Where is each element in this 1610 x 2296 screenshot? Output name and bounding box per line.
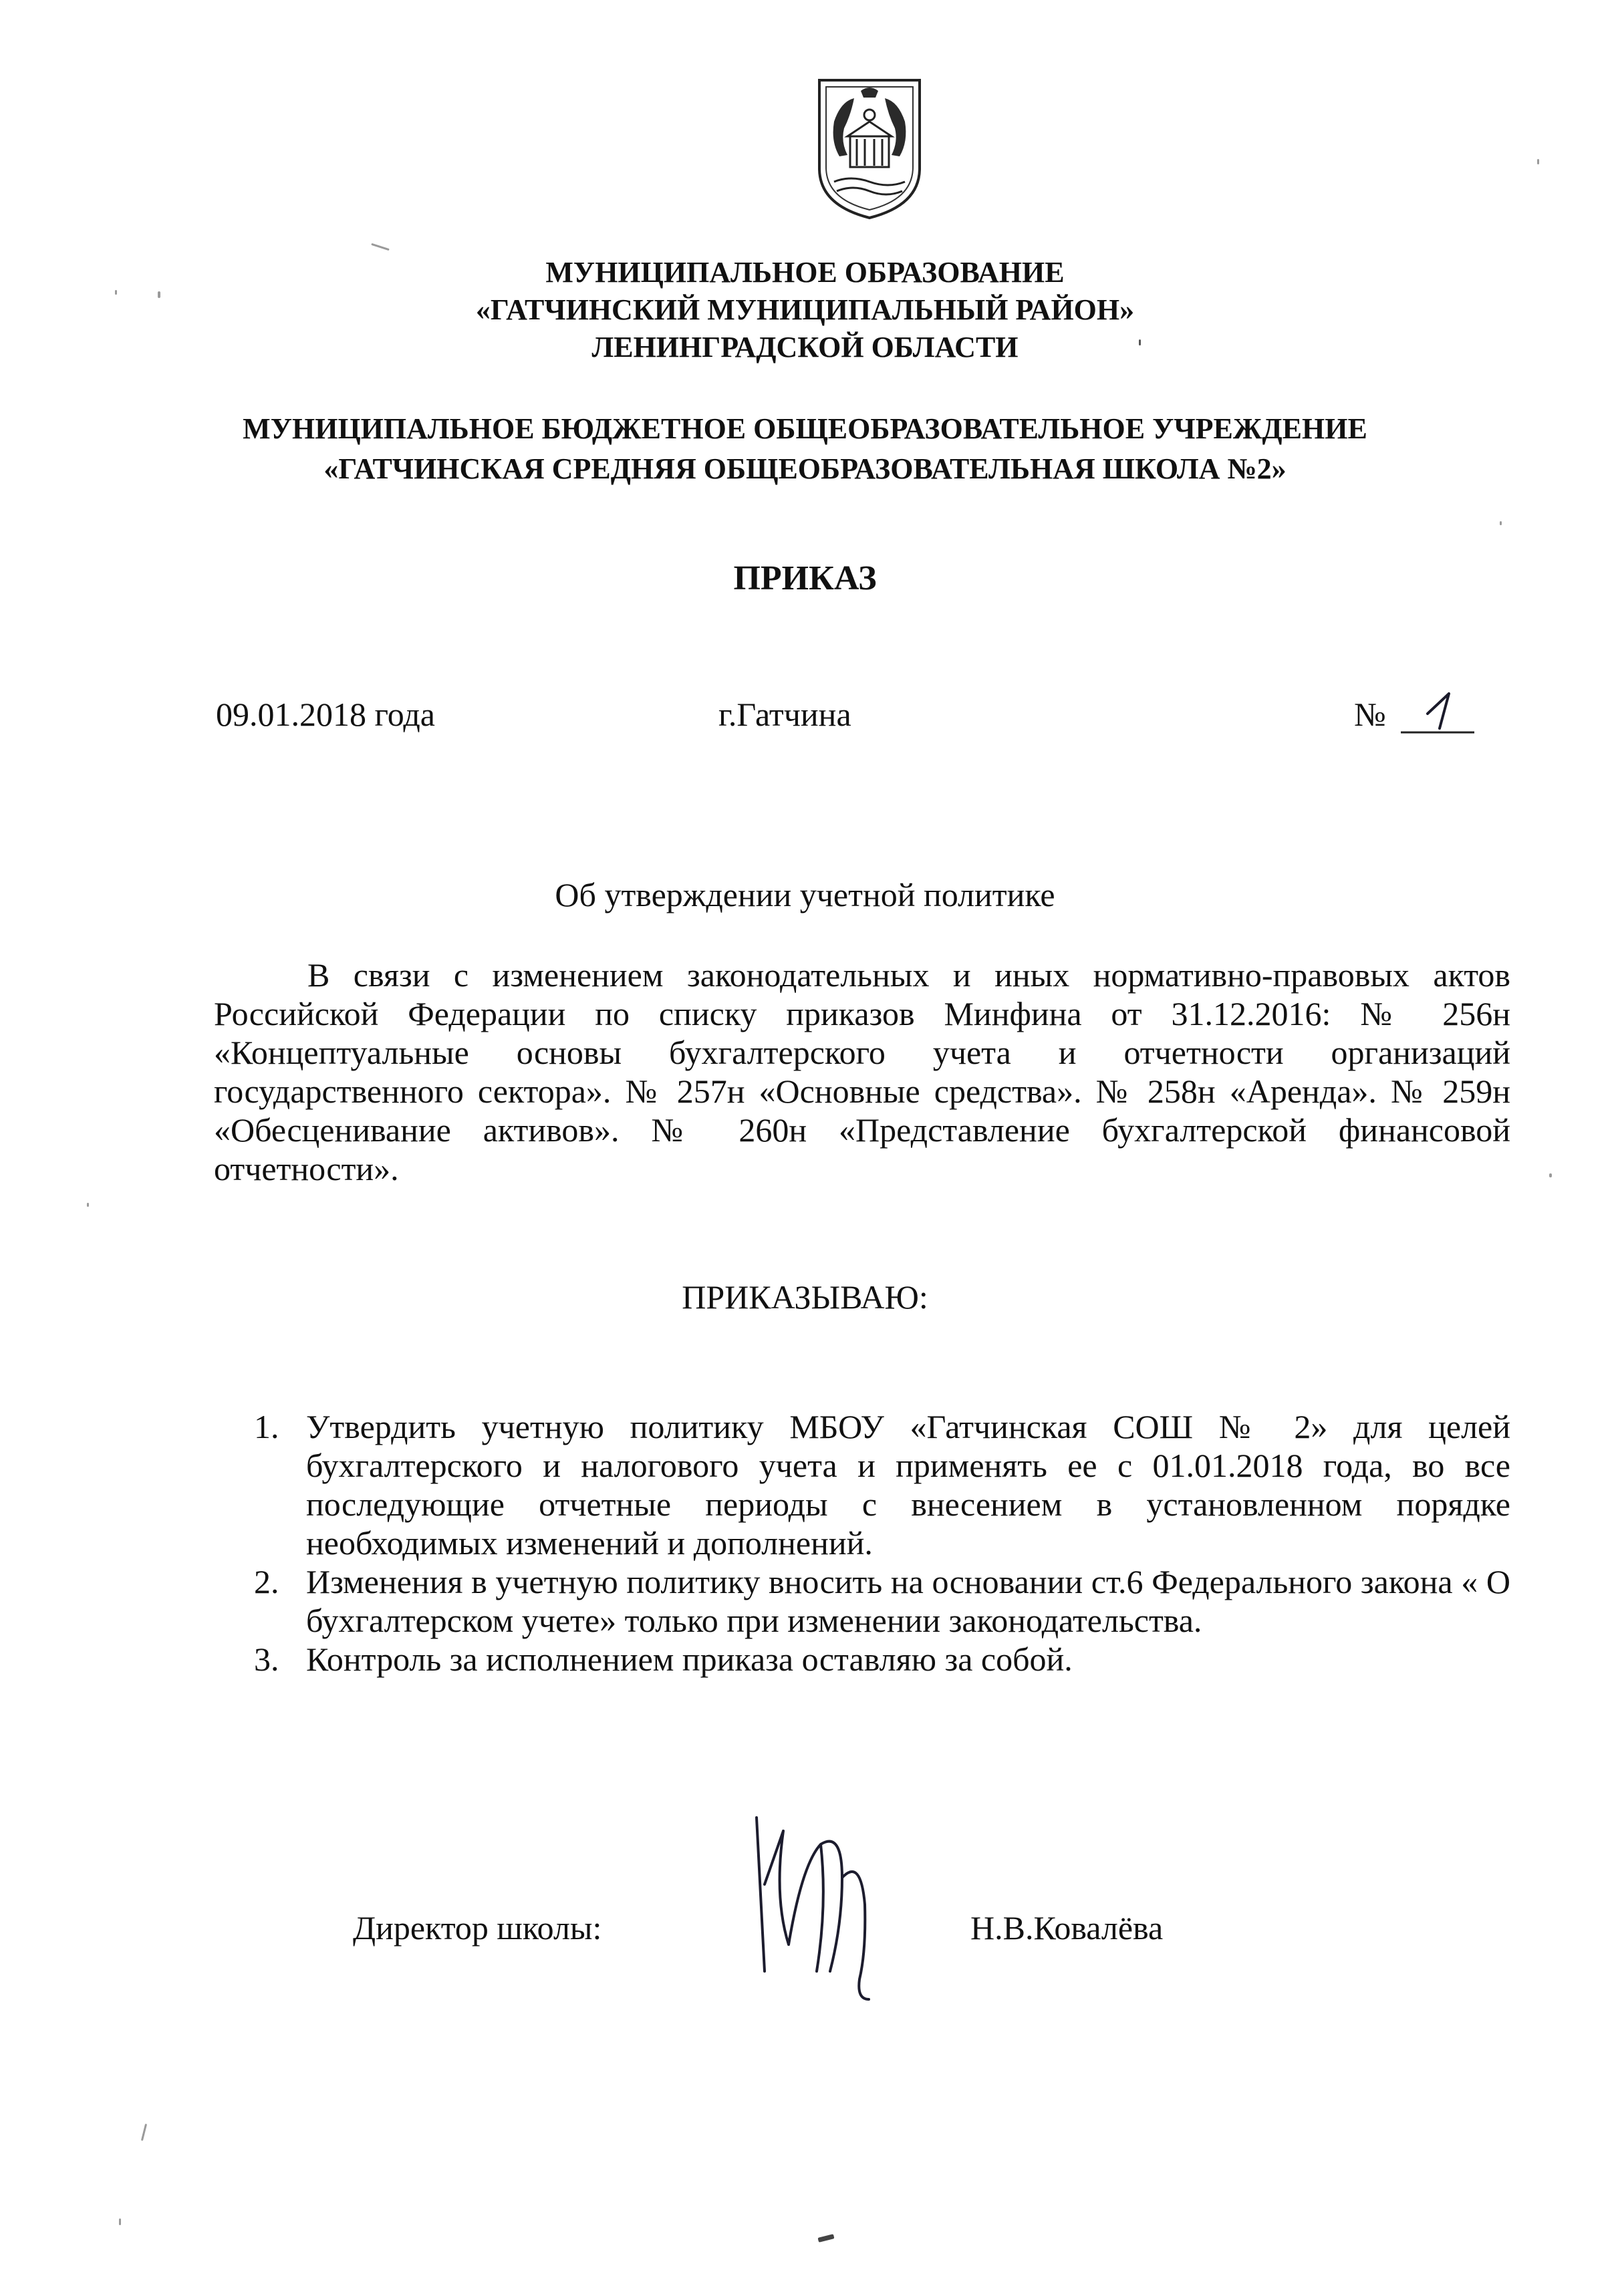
document-number-label: №: [1354, 696, 1386, 733]
document-city: г.Гатчина: [718, 696, 851, 733]
scan-speck: [1500, 521, 1502, 525]
coat-of-arms-icon: [814, 75, 925, 222]
item-text: Утвердить учетную политику МБОУ «Гатчинская СОШ № 2» для целей бухгалтерского и налогового учета и применять ее с 01.01.2018 года, во все последующие отчетные периоды с внесением в установленном порядке необходимых изменений и дополнений.: [306, 1408, 1510, 1562]
header-line: МУНИЦИПАЛЬНОЕ БЮДЖЕТНОЕ ОБЩЕОБРАЗОВАТЕЛЬНОЕ УЧРЕЖДЕНИЕ: [243, 412, 1367, 445]
item-index: 1.: [254, 1408, 279, 1445]
list-item: [254, 1562, 1510, 1640]
item-index: 2.: [254, 1563, 279, 1600]
header-line: ЛЕНИНГРАДСКОЙ ОБЛАСТИ: [591, 331, 1019, 364]
handwritten-signature-icon: [742, 1804, 896, 2005]
command-heading: ПРИКАЗЫВАЮ:: [682, 1278, 928, 1316]
document-subject: Об утверждении учетной политике: [555, 876, 1055, 913]
signer-name: Н.В.Ковалёва: [970, 1909, 1164, 1947]
document-date: 09.01.2018 года: [216, 696, 435, 733]
document-type-title: ПРИКАЗ: [733, 559, 877, 597]
scan-speck: [1537, 159, 1539, 164]
scan-speck: [1549, 1173, 1552, 1177]
list-item: [254, 1407, 1510, 1562]
item-index: 3.: [254, 1640, 279, 1678]
scan-speck: [818, 2234, 835, 2243]
handwritten-number-1: [1401, 688, 1474, 742]
signer-position: Директор школы:: [353, 1909, 602, 1947]
scan-speck: [141, 2124, 147, 2141]
scan-speck: [119, 2218, 121, 2225]
scan-speck: [87, 1203, 89, 1207]
header-line: «ГАТЧИНСКАЯ СРЕДНЯЯ ОБЩЕОБРАЗОВАТЕЛЬНАЯ ШКОЛА №2»: [323, 452, 1287, 485]
institution-header: [0, 409, 1610, 489]
order-items-list: [254, 1407, 1510, 1679]
preamble-paragraph: В связи с изменением законодательных и иных нормативно-правовых актов Российской Федерации по списку приказов Минфина от 31.12.2016: № 256н «Концептуальные основы бухгалтерского учета и отчетности организаций государственного сектора». № 257н «Основные средства». № 258н «Аренда». № 259н «Обесценивание активов». № 260н «Представление бухгалтерской финансовой отчетности».: [214, 956, 1510, 1187]
header-line: «ГАТЧИНСКИЙ МУНИЦИПАЛЬНЫЙ РАЙОН»: [475, 293, 1135, 326]
header-line: МУНИЦИПАЛЬНОЕ ОБРАЗОВАНИЕ: [545, 256, 1065, 289]
scan-speck: [371, 243, 390, 251]
municipality-header: [0, 254, 1610, 366]
list-item: [254, 1640, 1510, 1679]
item-text: Контроль за исполнением приказа оставляю за собой.: [306, 1640, 1073, 1678]
item-text: Изменения в учетную политику вносить на основании ст.6 Федерального закона « О бухгалтерском учете» только при изменении законодательства.: [306, 1563, 1510, 1639]
